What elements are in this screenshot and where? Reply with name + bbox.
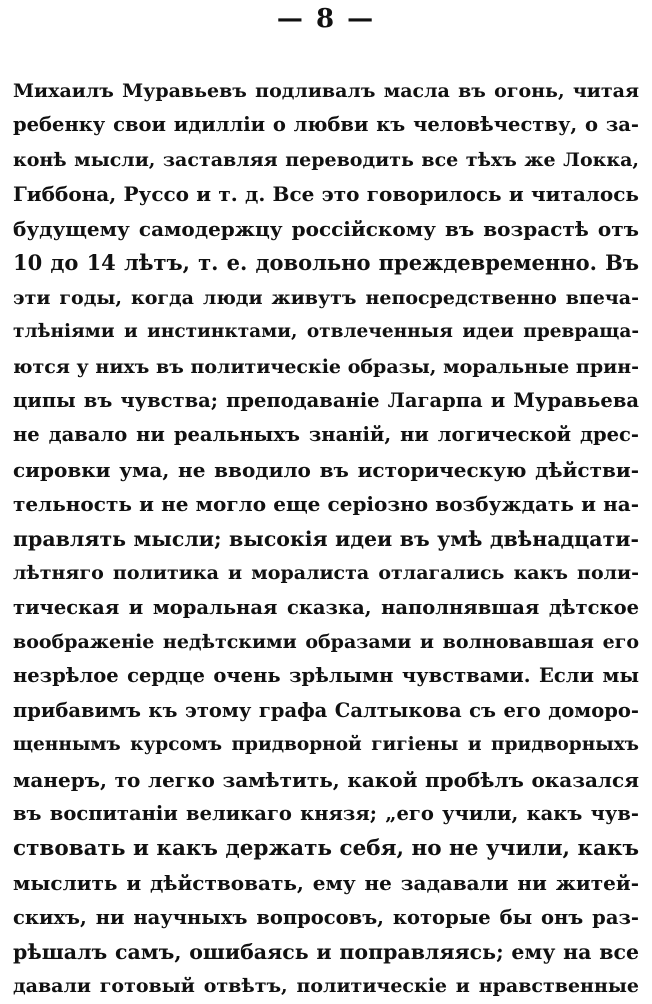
text-line: рѣшалъ самъ, ошибаясь и поправляясь; ему на все <box>13 939 639 964</box>
text-line: не давало ни реальныхъ знаній, ни логической дрес- <box>13 423 639 447</box>
text-line: будущему самодержцу россійскому въ возрастѣ отъ <box>13 216 639 241</box>
text-line: сировки ума, не вводило въ историческую дѣйстви- <box>13 457 639 482</box>
text-line: эти годы, когда люди живутъ непосредственно впеча- <box>13 286 639 309</box>
text-line: тельность и не могло еще серіозно возбуждать и на- <box>13 492 639 517</box>
text-line: 10 до 14 лѣтъ, т. е. довольно преждевременно. Въ <box>13 250 639 276</box>
text-line: конѣ мысли, заставляя переводить все тѣхъ же Локка, <box>13 148 639 171</box>
text-line: правлять мысли; высокія идеи въ умѣ двѣнадцати- <box>13 526 639 551</box>
text-line: въ воспитаніи великаго князя; „его учили, какъ чув- <box>13 802 639 826</box>
text-line: давали готовый отвѣтъ, политическіе и нравственные <box>13 975 639 998</box>
text-line: ципы въ чувства; преподаваніе Лагарпа и Муравьева <box>13 388 639 412</box>
text-line: незрѣлое сердце очень зрѣлымн чувствами. Если мы <box>13 664 639 688</box>
text-line: мыслить и дѣйствовать, ему не задавали ни житей- <box>13 871 639 896</box>
body-text <box>13 74 639 1004</box>
text-line: Михаилъ Муравьевъ подливалъ масла въ огонь, читая <box>13 80 639 102</box>
text-line: прибавимъ къ этому графа Салтыкова съ его доморо- <box>13 698 639 722</box>
text-line: ются у нихъ въ политическіе образы, моральные прин- <box>13 355 639 378</box>
page-number: — 8 — <box>276 4 376 34</box>
text-line: тическая и моральная сказка, наполнявшая дѣтское <box>13 595 639 619</box>
text-line: лѣтняго политика и моралиста отлагались какъ поли- <box>13 562 639 585</box>
text-line: манеръ, то легко замѣтить, какой пробѣлъ оказался <box>13 767 639 792</box>
text-line: тлѣніями и инстинктами, отвлеченныя идеи превраща- <box>13 321 639 343</box>
text-line: Гиббона, Руссо и т. д. Все это говорилось и читалось <box>13 182 639 207</box>
text-line: скихъ, ни научныхъ вопросовъ, которые бы онъ раз- <box>13 905 639 929</box>
text-line: воображеніе недѣтскими образами и волновавшая его <box>13 631 639 653</box>
text-line: ствовать и какъ держать себя, но не учили, какъ <box>13 835 639 861</box>
text-line: щеннымъ курсомъ придворной гигіены и придворныхъ <box>13 734 639 756</box>
text-line: ребенку свои идилліи о любви къ человѣчеству, о за- <box>13 113 639 137</box>
